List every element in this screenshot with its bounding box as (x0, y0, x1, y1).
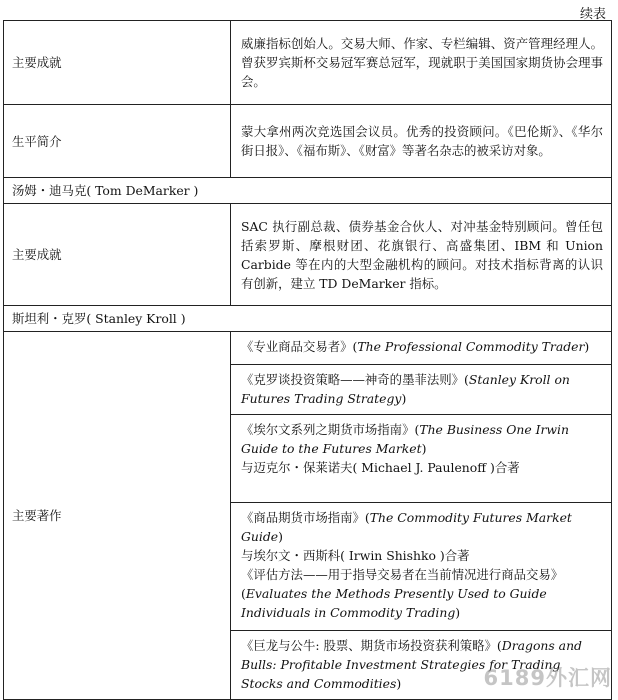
watermark: 6189外汇网 (483, 666, 612, 690)
work-item (231, 332, 611, 365)
work-note: 与迈克尔・保莱诺夫( Michael J. Paulenoff )合著 (241, 460, 520, 475)
work-title: 《巨龙与公牛: 股票、期货市场投资获利策略》(Dragons and Bulls: Profitable Investment Strategies for Trading Stocks and Commodities) (241, 638, 582, 691)
work-title: 《评估方法——用于指导交易者在当前情况进行商品交易》(Evaluates the Methods Presently Used to Guide Individuals in Commodity Trading) (241, 567, 564, 620)
row-label: 主要成就 (4, 21, 231, 105)
section-title: 汤姆・迪马克( Tom DeMarker ) (4, 178, 612, 204)
row-label: 主要著作 (4, 332, 231, 700)
table-row (4, 105, 612, 178)
continued-label: 续表 (579, 7, 606, 22)
table-row (4, 21, 612, 105)
work-title: 《商品期货市场指南》(The Commodity Futures Market Guide) (241, 510, 572, 544)
table-row (4, 204, 612, 306)
work-item (231, 365, 611, 415)
work-title: 《专业商品交易者》(The Professional Commodity Trader) (241, 339, 590, 354)
profile-table (3, 20, 612, 700)
work-note: 与埃尔文・西斯科( Irwin Shishko )合著 (241, 548, 470, 563)
work-title: 《克罗谈投资策略——神奇的墨菲法则》(Stanley Kroll on Futures Trading Strategy) (241, 372, 570, 406)
row-label: 主要成就 (4, 204, 231, 306)
work-item (231, 415, 611, 503)
section-title: 斯坦利・克罗( Stanley Kroll ) (4, 306, 612, 332)
row-label: 生平简介 (4, 105, 231, 178)
row-text: SAC 执行副总裁、债券基金合伙人、对冲基金特别顾问。曾任包括索罗斯、摩根财团、花旗银行、高盛集团、IBM 和 Union Carbide 等在内的大型金融机构的顾问。对技术指标背离的认识有创新，建立 TD DeMarker 指标。 (231, 204, 612, 306)
row-text: 蒙大拿州两次竞选国会议员。优秀的投资顾问。《巴伦斯》、《华尔街日报》、《福布斯》、《财富》等著名杂志的被采访对象。 (231, 105, 612, 178)
row-text: 威廉指标创始人。交易大师、作家、专栏编辑、资产管理经理人。曾获罗宾斯杯交易冠军赛总冠军，现就职于美国国家期货协会理事会。 (231, 21, 612, 105)
works-list (231, 332, 612, 700)
work-title: 《埃尔文系列之期货市场指南》(The Business One Irwin Guide to the Futures Market) (241, 422, 569, 456)
section-header (4, 178, 612, 204)
work-item (231, 503, 611, 631)
table-row (4, 332, 612, 700)
section-header (4, 306, 612, 332)
